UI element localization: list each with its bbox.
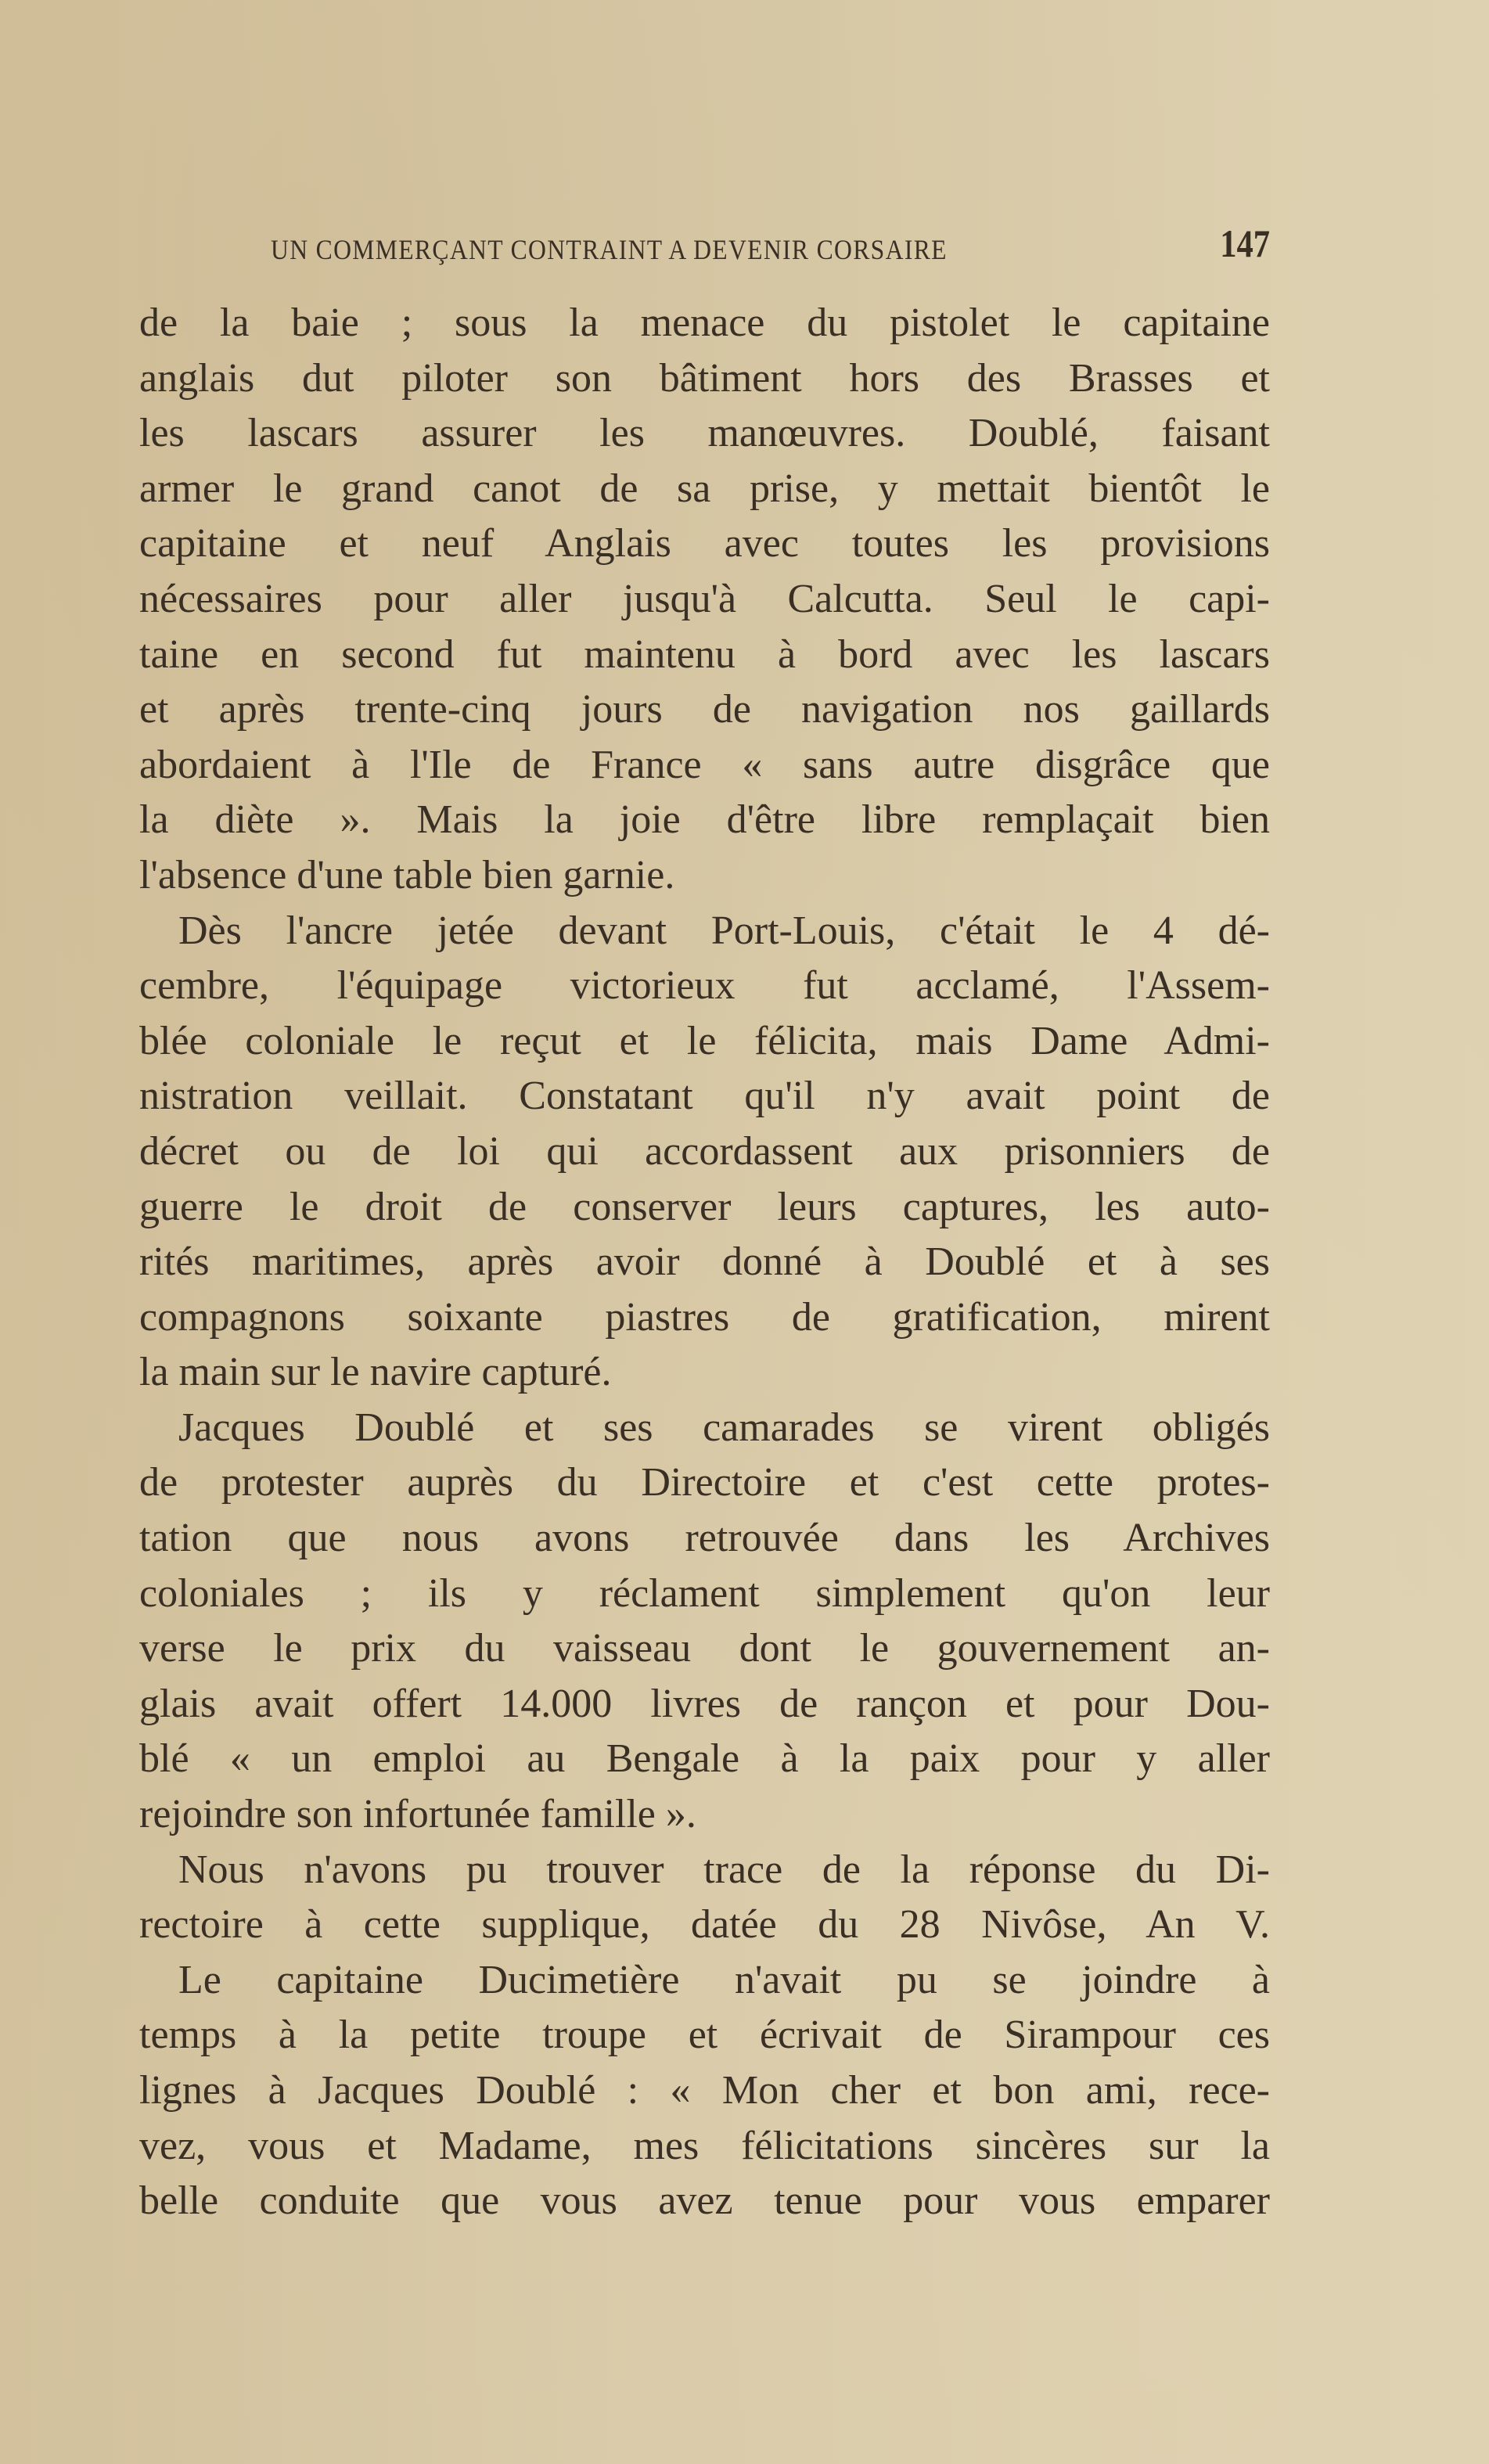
- text-line: guerre le droit de conserver leurs captures, les auto-: [139, 1184, 1270, 1229]
- book-page: [139, 211, 1270, 2229]
- text-line: coloniales ; ils y réclament simplement qu'on leur: [139, 1570, 1270, 1616]
- text-line: la main sur le navire capturé.: [139, 1350, 612, 1395]
- text-line: nécessaires pour aller jusqu'à Calcutta. Seul le capi-: [139, 576, 1270, 621]
- paragraph: [139, 1401, 1270, 1843]
- text-line: nistration veillait. Constatant qu'il n'y avait point de: [139, 1074, 1270, 1119]
- text-line: tation que nous avons retrouvée dans les Archives: [139, 1516, 1270, 1561]
- text-line: cembre, l'équipage victorieux fut acclamé, l'Assem-: [139, 963, 1270, 1009]
- text-line: anglais dut piloter son bâtiment hors des Brasses et: [139, 355, 1270, 401]
- text-line: la diète ». Mais la joie d'être libre remplaçait bien: [139, 797, 1270, 843]
- text-line: de la baie ; sous la menace du pistolet le capitaine: [139, 300, 1270, 345]
- text-line: Le capitaine Ducimetière n'avait pu se joindre à: [178, 1957, 1270, 2002]
- text-line: rejoindre son infortunée famille ».: [139, 1792, 696, 1837]
- text-line: taine en second fut maintenu à bord avec les lascars: [139, 631, 1270, 677]
- text-line: temps à la petite troupe et écrivait de Sirampour ces: [139, 2013, 1270, 2058]
- text-line: blée coloniale le reçut et le félicita, mais Dame Admi-: [139, 1018, 1270, 1063]
- text-line: les lascars assurer les manœuvres. Doublé, faisant: [139, 411, 1270, 456]
- paragraph: [139, 1953, 1270, 2229]
- text-line: de protester auprès du Directoire et c'est cette protes-: [139, 1460, 1270, 1505]
- text-line: rités maritimes, après avoir donné à Doublé et à ses: [139, 1239, 1270, 1285]
- paragraph: [139, 296, 1270, 904]
- running-head: [139, 211, 1270, 282]
- text-line: l'absence d'une table bien garnie.: [139, 852, 675, 897]
- text-line: blé « un emploi au Bengale à la paix pour y aller: [139, 1736, 1270, 1782]
- text-line: Dès l'ancre jetée devant Port-Louis, c'était le 4 dé-: [178, 908, 1270, 953]
- text-line: armer le grand canot de sa prise, y mettait bientôt le: [139, 466, 1270, 511]
- text-line: belle conduite que vous avez tenue pour vous emparer: [139, 2178, 1270, 2224]
- running-title: UN COMMERÇANT CONTRAINT A DEVENIR CORSAIRE: [271, 234, 948, 265]
- text-line: glais avait offert 14.000 livres de rançon et pour Dou-: [139, 1681, 1270, 1726]
- text-line: Nous n'avons pu trouver trace de la réponse du Di-: [178, 1847, 1270, 1892]
- text-line: lignes à Jacques Doublé : « Mon cher et bon ami, rece-: [139, 2068, 1270, 2113]
- text-line: compagnons soixante piastres de gratification, mirent: [139, 1294, 1270, 1340]
- text-line: et après trente-cinq jours de navigation nos gaillards: [139, 687, 1270, 732]
- body-text: [139, 296, 1270, 2229]
- text-line: capitaine et neuf Anglais avec toutes les provisions: [139, 521, 1270, 567]
- text-line: rectoire à cette supplique, datée du 28 Nivôse, An V.: [139, 1902, 1270, 1948]
- text-line: abordaient à l'Ile de France « sans autre disgrâce que: [139, 742, 1270, 787]
- text-line: verse le prix du vaisseau dont le gouvernement an-: [139, 1626, 1270, 1671]
- text-line: Jacques Doublé et ses camarades se virent obligés: [178, 1405, 1270, 1450]
- text-line: décret ou de loi qui accordassent aux prisonniers de: [139, 1128, 1270, 1174]
- paragraph: [139, 1843, 1270, 1953]
- paragraph: [139, 904, 1270, 1401]
- text-line: vez, vous et Madame, mes félicitations sincères sur la: [139, 2123, 1270, 2168]
- page-number: 147: [1220, 221, 1270, 265]
